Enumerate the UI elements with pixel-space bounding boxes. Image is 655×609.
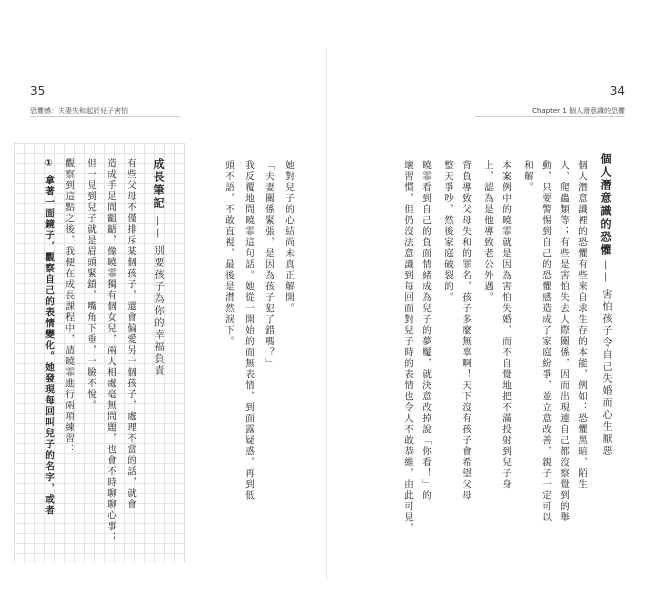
right-page bbox=[327, 48, 641, 580]
left-page-number: 35 bbox=[30, 84, 46, 98]
notebook-line-1: 有些父母不僅排斥某個孩子，還會偏愛另一個孩子，處理不當的話，就會 bbox=[125, 158, 136, 510]
right-body-line-2: 人、爬蟲類等；有些是害怕失去人際關係，因而出現連自己都沒察覺到的舉 bbox=[558, 160, 569, 523]
right-body-line-7: 背負導致父母失和的罪名，孩子多麼無辜啊！天下沒有孩子會希望父母 bbox=[460, 160, 471, 501]
right-body-line-6: 上，認為是他導致老公外遇。 bbox=[482, 160, 493, 303]
notebook-line-4: 觀察到這點之後，我便在成長課程中，請曉霏進行兩項練習： bbox=[63, 158, 74, 455]
left-body-line-2: 「夫妻關係緊張，是因為孩子犯了錯嗎？」 bbox=[263, 160, 274, 369]
right-body-line-10: 壞習慣，但仍沒法意識到每回面對兒子時的表情也令人不敢恭維，由此可見， bbox=[402, 160, 413, 534]
left-page bbox=[14, 48, 327, 580]
book-spread bbox=[14, 48, 641, 580]
notebook-title: 成長筆記 bbox=[152, 158, 165, 210]
notebook-subtitle: —— 別要孩子為你的幸福負責 bbox=[152, 216, 163, 378]
left-body-line-3: 我反覆地問曉霏這句話。她從一開始的面無表情，到面露疑惑，再到低 bbox=[243, 160, 254, 501]
left-running-head: 恐懼感：夫妻失和起於兒子害怕 bbox=[30, 107, 128, 115]
right-body-line-4: 和解。 bbox=[522, 160, 533, 193]
notebook-line-5: ① 拿著一面鏡子，觀察自己的表情變化。她發現每回叫兒子的名字，或者 bbox=[43, 158, 54, 517]
left-body-line-1: 她對兒子的心結尚未真正解開。 bbox=[283, 160, 294, 314]
section-subtitle: —— 害怕孩子令自己失婚而心生厭惡 bbox=[600, 260, 611, 458]
right-body-line-8: 整天爭吵，然後家庭破裂的。 bbox=[442, 160, 453, 303]
notebook-line-2: 造成手足間齟齬，像曉霏獨有個女兒，兩人相處毫無問題，也會不時聊聊心事； bbox=[105, 158, 116, 543]
right-running-head: Chapter 1 個人潛意識的恐懼 bbox=[532, 107, 625, 115]
left-body-line-4: 頭不語，不敢直視，最後是潸然淚下。 bbox=[223, 160, 234, 347]
right-body-line-1: 個人潛意識裡的恐懼有些來自求生存的本能，例如：恐懼黑暗、陌生 bbox=[576, 160, 587, 490]
right-page-number: 34 bbox=[609, 84, 625, 98]
right-body-line-9: 曉霏看到自己的負面情緒成為兒子的夢魘，就決意改掉說「你看！」的 bbox=[420, 160, 431, 501]
right-body-line-5: 本案例中的曉霏就是因為害怕失婚，而不自覺地把不滿投射到兒子身 bbox=[500, 160, 511, 490]
right-header-rule bbox=[475, 116, 625, 117]
section-title: 個人潛意識的恐懼 bbox=[599, 153, 612, 257]
notebook-line-3: 但一見到兒子就是眉頭緊鎖，嘴角下垂，一臉不悅。 bbox=[85, 158, 96, 411]
right-body-line-3: 動，只要警惕到自己的恐懼感造成了家庭紛爭，並立意改善，親子一定可以 bbox=[540, 160, 551, 523]
left-header-rule bbox=[30, 116, 180, 117]
